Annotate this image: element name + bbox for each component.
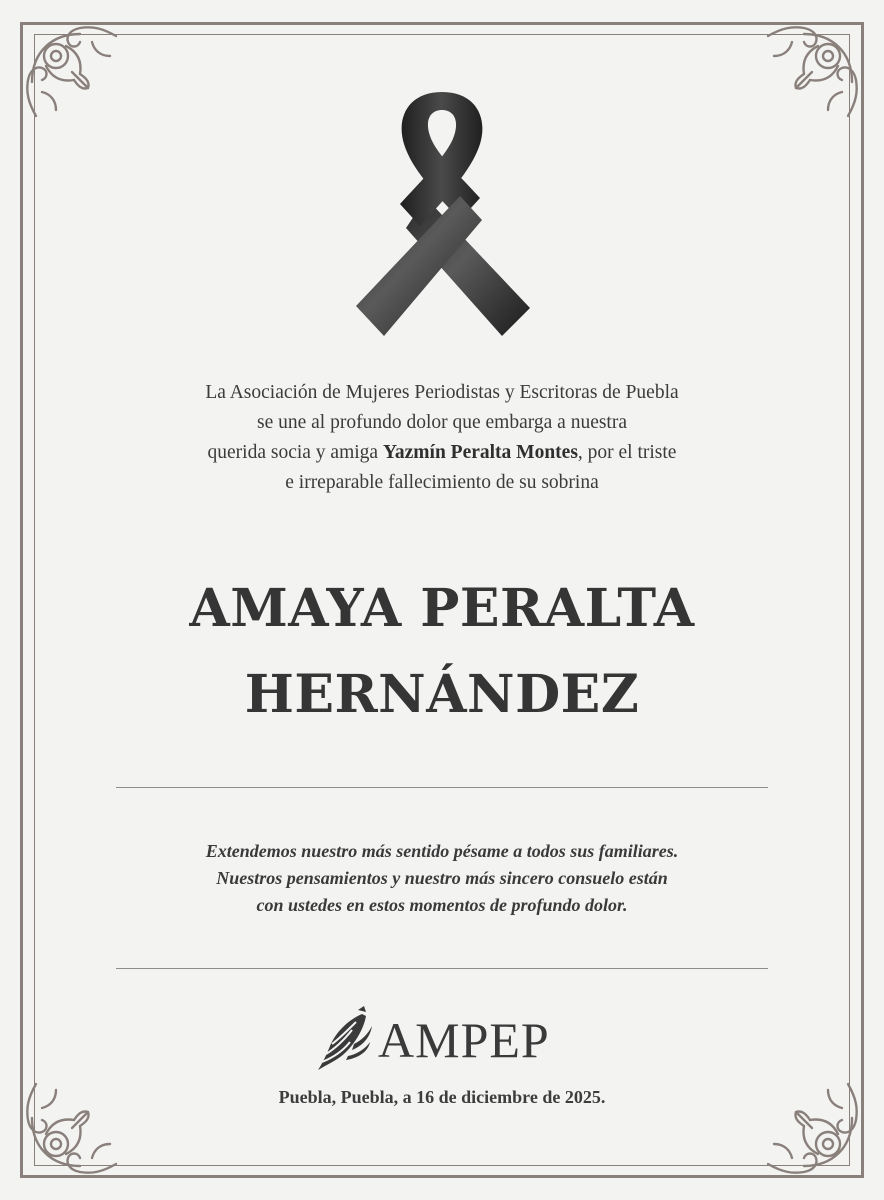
condolence-line: con ustedes en estos momentos de profundo dolor.: [256, 895, 628, 915]
quill-feather-icon: [314, 1000, 376, 1076]
intro-paragraph: [100, 378, 784, 498]
deceased-name-line-1: AMAYA PERALTA: [189, 578, 695, 639]
divider: [116, 787, 768, 788]
logo-text: AMPEP: [378, 1012, 550, 1068]
intro-line: La Asociación de Mujeres Periodistas y Escritoras de Puebla: [205, 382, 679, 403]
ampep-logo: [314, 1000, 574, 1076]
deceased-name-line-2: HERNÁNDEZ: [244, 664, 640, 725]
member-name: Yazmín Peralta Montes: [382, 442, 578, 463]
divider: [116, 968, 768, 969]
floral-corner-ornament-icon: [22, 22, 126, 126]
intro-line: [100, 438, 784, 468]
place-and-date: Puebla, Puebla, a 16 de diciembre de 2025.: [278, 1087, 606, 1107]
intro-line: se une al profundo dolor que embarga a nuestra: [256, 412, 627, 433]
condolence-line: Extendemos nuestro más sentido pésame a todos sus familiares.: [205, 841, 679, 861]
intro-line: e irreparable fallecimiento de su sobrina: [285, 472, 599, 493]
intro-text: , por el triste: [577, 442, 677, 463]
condolence-message: [90, 838, 794, 919]
condolence-line: Nuestros pensamientos y nuestro más sincero consuelo están: [216, 868, 668, 888]
mourning-ribbon-icon: [340, 88, 544, 340]
intro-text: querida socia y amiga: [207, 442, 383, 463]
floral-corner-ornament-icon: [758, 22, 862, 126]
